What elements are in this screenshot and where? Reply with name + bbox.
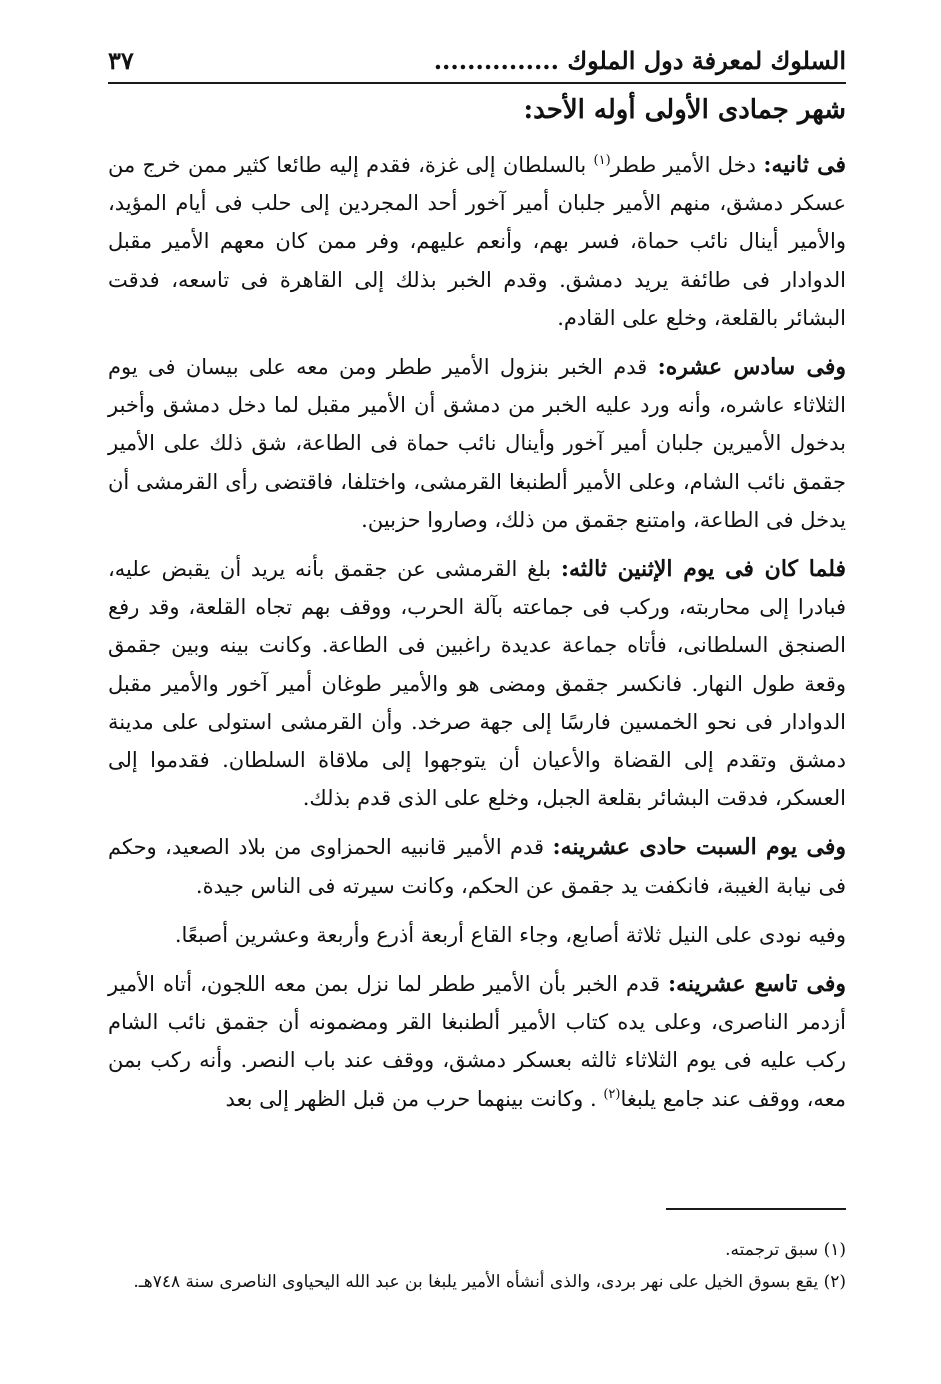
paragraph-text: بلغ القرمشى عن جقمق بأنه يريد أن يقبض عليه، فبادرا إلى محاربته، وركب فى جماعته بآلة الحرب، ووقف بهم تجاه القلعة، وقد رفع الصنجق السلطانى، فأتاه جماعة عديدة راغبين فى الطاعة. وكانت بينه وبين جقمق وقعة طول النهار. فانكسر جقمق ومضى هو والأمير طوغان أمير آخور والأمير مقبل الدوادار فى نحو الخمسين فارسًا إلى جهة صرخد. وأن القرمشى استولى على مدينة دمشق وتقدم إلى القضاة والأعيان أن يتوجهوا إلى ملاقاة السلطان. فقدموا إلى العسكر، فدقت البشائر بقلعة الجبل، وخلع على الذى قدم بذلك.: [108, 557, 846, 811]
running-header: [108, 38, 846, 84]
paragraph-lead: وفى سادس عشره:: [657, 354, 846, 381]
paragraph-text: دخل الأمير ططر: [610, 153, 764, 177]
month-heading: شهر جمادى الأولى أوله الأحد:: [523, 95, 846, 125]
paragraph-text: وفيه نودى على النيل ثلاثة أصابع، وجاء القاع أربعة أذرع وأربعة وعشرين أصبعًا.: [174, 922, 846, 947]
paragraph-lead: وفى يوم السبت حادى عشرينه:: [552, 834, 846, 861]
footnote-2: (٢) يقع بسوق الخيل على نهر بردى، والذى أنشأه الأمير يلبغا بن عبد الله اليحياوى الناصرى سنة ٧٤٨هـ.: [133, 1272, 846, 1292]
paragraph-lead: فلما كان فى يوم الإثنين ثالثه:: [560, 556, 846, 583]
footnote-divider: [666, 1208, 846, 1210]
paragraph-text: بالسلطان إلى غزة، فقدم إليه طائعا كثير ممن خرج من عسكر دمشق، منهم الأمير جلبان أمير آخور أحد المجردين إلى حلب فى أيام المؤيد، والأمير أينال نائب حماة، فسر بهم، وأنعم عليهم، وفر ممن كان معهم الأمير مقبل الدوادار فى طائفة يريد دمشق. وقدم الخبر بذلك إلى القاهرة فى تاسعه، فدقت البشائر بالقلعة، وخلع على القادم.: [108, 153, 846, 330]
paragraph-text: قدم الأمير قانبيه الحمزاوى من بلاد الصعيد، وحكم فى نيابة الغيبة، فانكفت يد جقمق عن الحكم، وكانت سيرته فى الناس جيدة.: [108, 835, 846, 898]
footnote-reference: (١): [593, 153, 611, 168]
book-title: السلوك لمعرفة دول الملوك ...............: [433, 45, 846, 75]
body-text: [108, 146, 846, 1129]
paragraph-sixteenth-day: [108, 348, 846, 539]
footnote-1: (١) سبق ترجمته.: [725, 1240, 846, 1260]
paragraph-text: قدم الخبر بأن الأمير ططر لما نزل بمن معه اللجون، أتاه الأمير أزدمر الناصرى، وعلى يده كتاب الأمير ألطنبغا القر ومضمونه أن جقمق نائب الشام ركب عليه فى يوم الثلاثاء ثالثه بعسكر دمشق، ووقف عند باب النصر. وأنه ركب بمن معه، ووقف عند جامع يلبغا: [108, 972, 846, 1111]
paragraph-lead: فى ثانيه:: [763, 152, 846, 178]
paragraph-twenty-ninth: [108, 965, 846, 1118]
paragraph-text: . وكانت بينهما حرب من قبل الظهر إلى بعد: [225, 1086, 604, 1111]
paragraph-monday-third: [108, 550, 846, 817]
footnotes: [108, 1234, 846, 1298]
paragraph-second-day: [108, 146, 846, 337]
paragraph-lead: وفى تاسع عشرينه:: [668, 971, 846, 998]
paragraph-text: قدم الخبر بنزول الأمير ططر ومن معه على بيسان فى يوم الثلاثاء عاشره، وأنه ورد عليه الخبر من دمشق أن الأمير مقبل لما دخل دمشق وأخبر بدخول الأميرين جلبان أمير آخور وأينال نائب حماة فى الطاعة، شق ذلك على الأمير جقمق نائب الشام، وعلى الأمير ألطنبغا القرمشى، واختلفا، فاقتضى رأى القرمشى أن يدخل فى الطاعة، وامتنع جقمق من ذلك، وصاروا حزبين.: [108, 355, 846, 532]
page-number: ٣٧: [108, 45, 134, 75]
footnote-reference: (٢): [603, 1086, 621, 1102]
paragraph-nile-level: [108, 916, 846, 954]
paragraph-saturday-twenty-first: [108, 828, 846, 904]
